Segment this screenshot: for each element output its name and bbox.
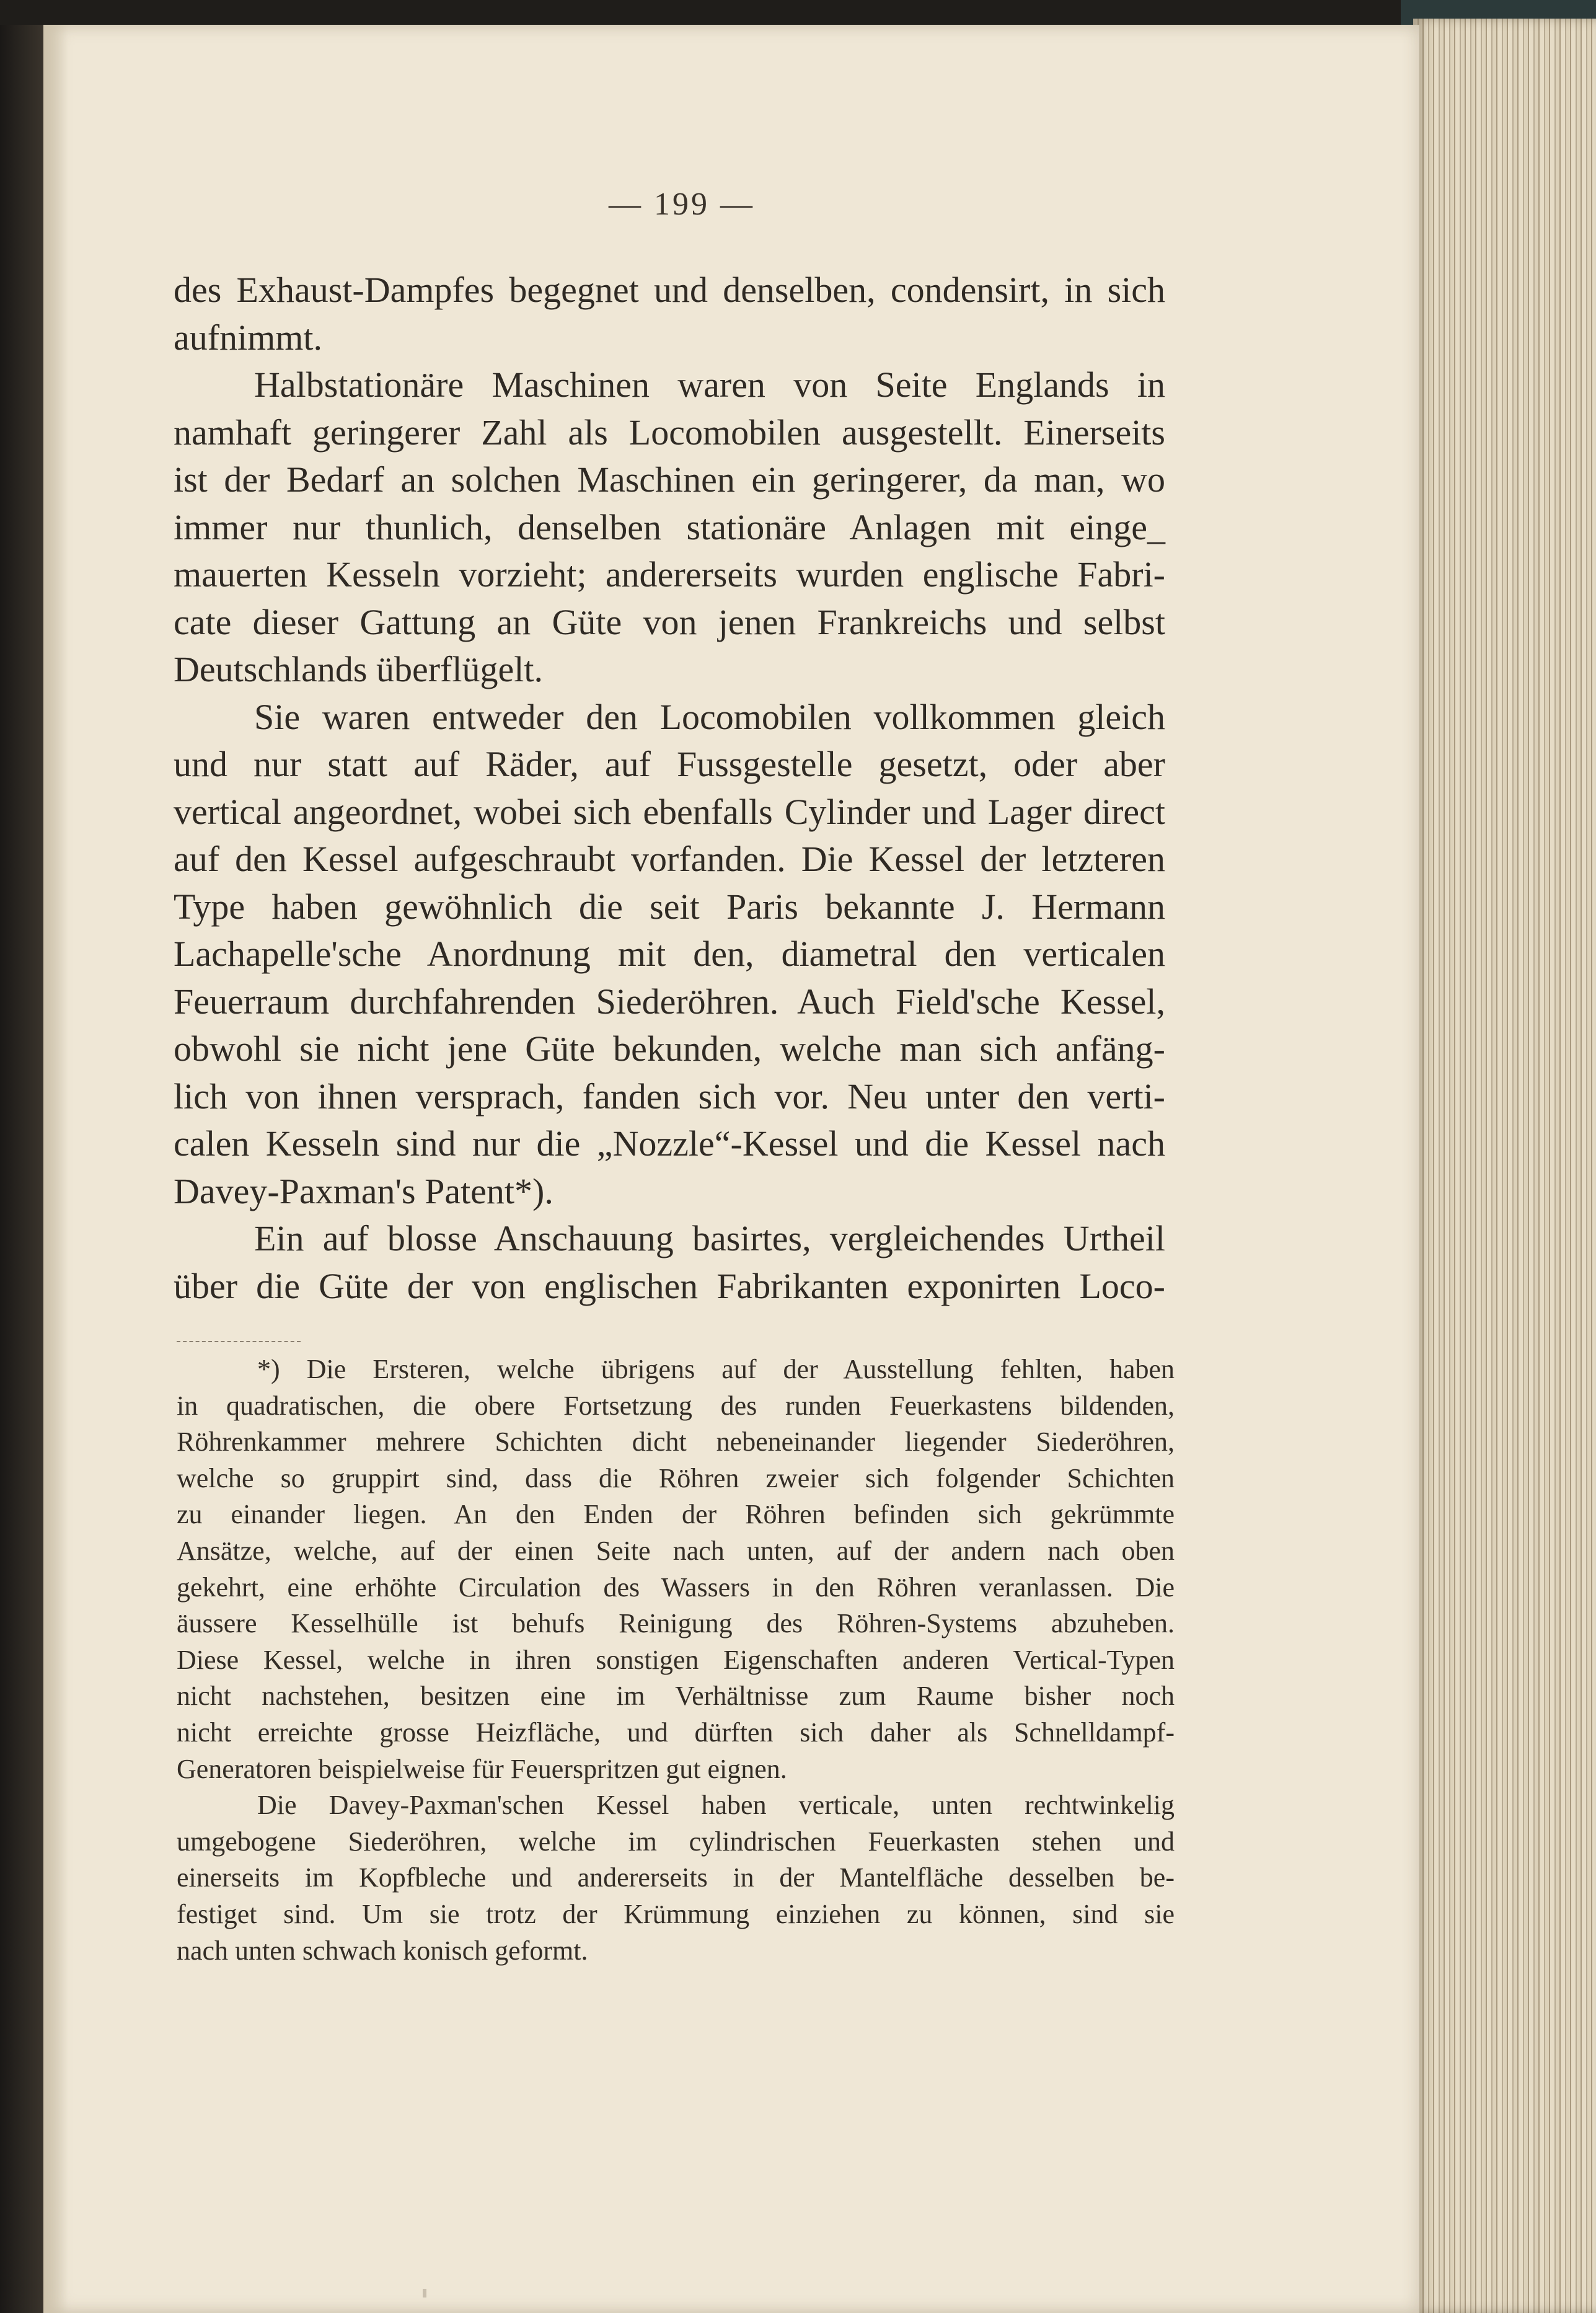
footnote-line: nach unten schwach konisch geformt. (177, 1935, 588, 1966)
page-number: — 199 — (609, 187, 755, 222)
body-text (174, 267, 1165, 1310)
page-gutter (43, 25, 68, 2313)
page-edges (1413, 19, 1596, 2313)
body-line: Davey-Paxman's Patent*). (174, 1170, 553, 1211)
body-line: ist der Bedarf an solchen Maschinen ein geringerer, da man, wo (174, 459, 1165, 500)
body-line: über die Güte der von englischen Fabrikanten exponirten Loco- (174, 1265, 1165, 1306)
footnote-line: welche so gruppirt sind, dass die Röhren zweier sich folgender Schichten (177, 1462, 1175, 1493)
footnote-line: nicht erreichte grosse Heizfläche, und dürften sich daher als Schnelldampf- (177, 1717, 1175, 1748)
footnote-line: einerseits im Kopfbleche und andererseits in der Mantelfläche desselben be- (177, 1862, 1175, 1893)
body-line: aufnimmt. (174, 317, 323, 358)
body-line: Feuerraum durchfahrenden Siederöhren. Auch Field'sche Kessel, (174, 981, 1165, 1022)
footnote-line: Generatoren beispielweise für Feuerspritzen gut eignen. (177, 1753, 787, 1784)
body-line: Lachapelle'sche Anordnung mit den, diametral den verticalen (174, 934, 1165, 974)
body-line: immer nur thunlich, denselben stationäre Anlagen mit einge_ (174, 506, 1165, 547)
footnote-line: *) Die Ersteren, welche übrigens auf der Ausstellung fehlten, haben (257, 1354, 1175, 1384)
footnote-line: Diese Kessel, welche in ihren sonstigen Eigenschaften anderen Vertical-Typen (177, 1644, 1175, 1675)
scan-speck (423, 2289, 426, 2298)
body-line: Halbstationäre Maschinen waren von Seite Englands in (254, 365, 1165, 405)
footnote-line: festiget sind. Um sie trotz der Krümmung einziehen zu können, sind sie (177, 1898, 1175, 1929)
body-line: Sie waren entweder den Locomobilen vollkommen gleich (254, 696, 1165, 737)
footnote-line: nicht nachstehen, besitzen eine im Verhältnisse zum Raume bisher noch (177, 1681, 1175, 1712)
footnote-text (177, 1351, 1175, 1969)
body-line: calen Kesseln sind nur die „Nozzle“-Kessel und die Kessel nach (174, 1123, 1165, 1164)
body-line: obwohl sie nicht jene Güte bekunden, welche man sich anfäng- (174, 1028, 1165, 1069)
footnote-line: umgebogene Siederöhren, welche im cylindrischen Feuerkasten stehen und (177, 1826, 1175, 1857)
body-line: Ein auf blosse Anschauung basirtes, vergleichendes Urtheil (254, 1218, 1165, 1258)
body-line: lich von ihnen versprach, fanden sich vor. Neu unter den verti- (174, 1076, 1165, 1117)
body-line: vertical angeordnet, wobei sich ebenfalls Cylinder und Lager direct (174, 791, 1165, 832)
body-line: cate dieser Gattung an Güte von jenen Frankreichs und selbst (174, 601, 1165, 642)
footnote-line: in quadratischen, die obere Fortsetzung des runden Feuerkastens bildenden, (177, 1390, 1175, 1421)
footnote-line: zu einander liegen. An den Enden der Röhren befinden sich gekrümmte (177, 1499, 1175, 1530)
body-line: Type haben gewöhnlich die seit Paris bekannte J. Hermann (174, 886, 1165, 927)
footnote-line: Röhrenkammer mehrere Schichten dicht nebeneinander liegender Siederöhren, (177, 1426, 1175, 1457)
footnote-rule (177, 1341, 301, 1342)
footnote-line: äussere Kesselhülle ist behufs Reinigung des Röhren-Systems abzuheben. (177, 1608, 1175, 1639)
footnote-line: Die Davey-Paxman'schen Kessel haben verticale, unten rechtwinkelig (257, 1790, 1175, 1821)
body-line: auf den Kessel aufgeschraubt vorfanden. Die Kessel der letzteren (174, 839, 1165, 879)
top-margin-dark (0, 0, 1413, 25)
body-line: mauerten Kesseln vorzieht; andererseits wurden englische Fabri- (174, 554, 1165, 595)
footnote-line: gekehrt, eine erhöhte Circulation des Wassers in den Röhren veranlassen. Die (177, 1572, 1175, 1603)
body-line: des Exhaust-Dampfes begegnet und denselben, condensirt, in sich (174, 270, 1165, 310)
body-line: namhaft geringerer Zahl als Locomobilen ausgestellt. Einerseits (174, 412, 1165, 453)
body-line: Deutschlands überflügelt. (174, 649, 543, 689)
body-line: und nur statt auf Räder, auf Fussgestelle gesetzt, oder aber (174, 744, 1165, 784)
book-binding (0, 0, 43, 2313)
footnote-line: Ansätze, welche, auf der einen Seite nach unten, auf der andern nach oben (177, 1535, 1175, 1566)
